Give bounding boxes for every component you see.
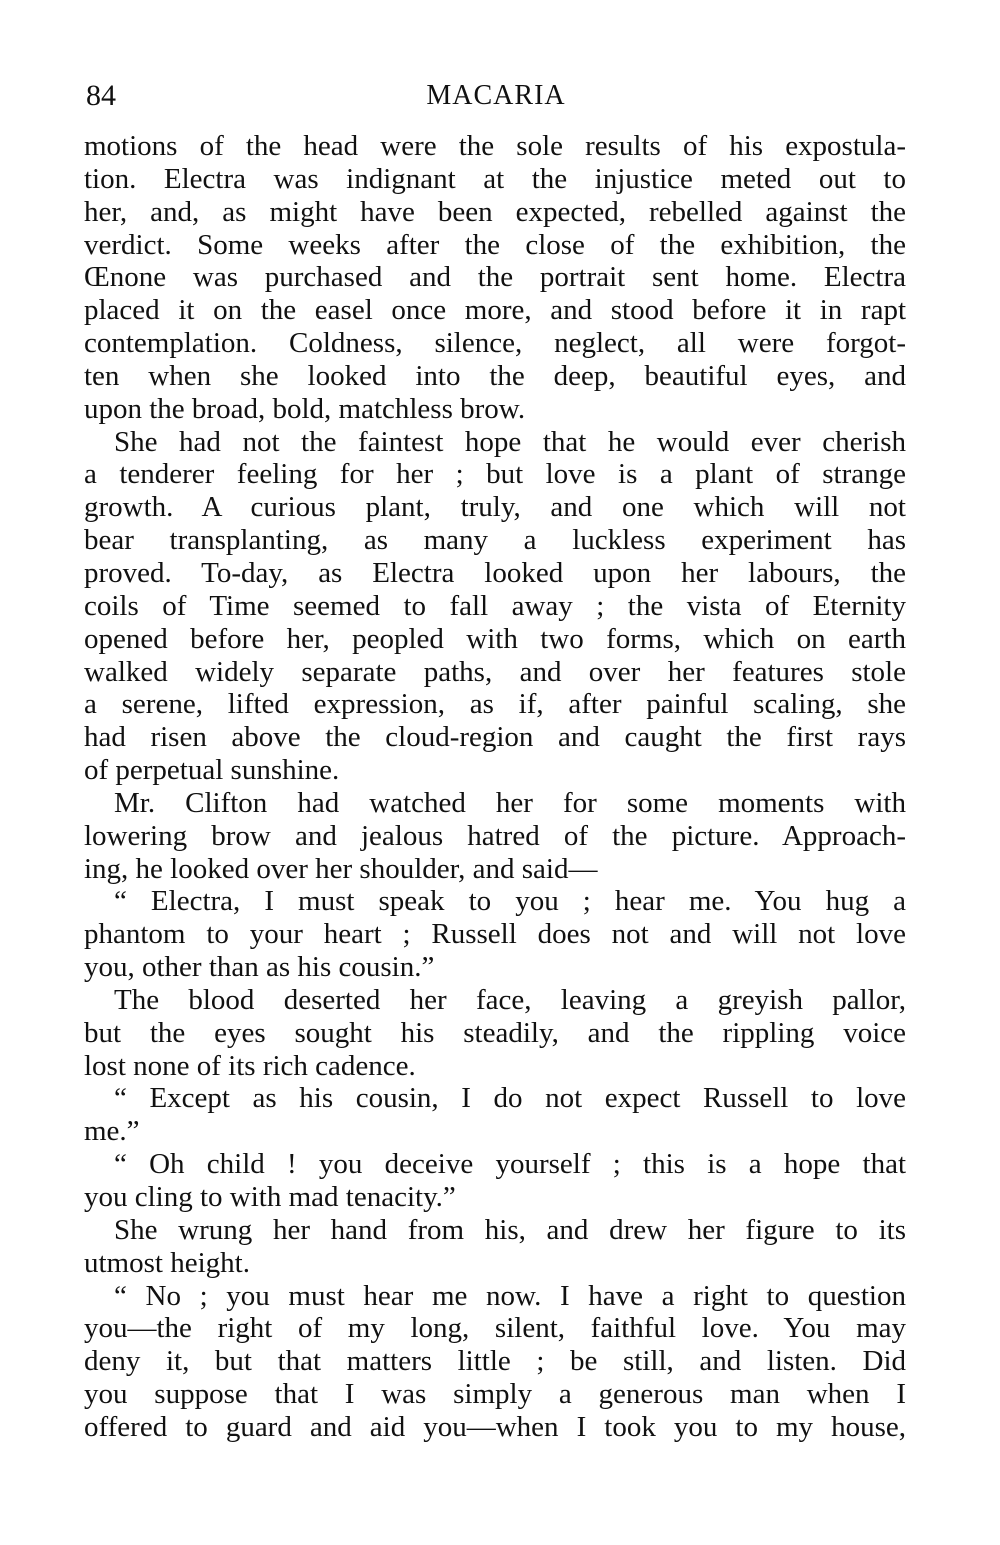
text-line: The blood deserted her face, leaving a greyish pallor, (114, 983, 906, 1016)
text-line: offered to guard and aid you—when I took you to my house, (84, 1410, 906, 1443)
page-number: 84 (86, 79, 116, 112)
text-line: placed it on the easel once more, and stood before it in rapt (84, 294, 906, 327)
text-line: but the eyes sought his steadily, and the rippling voice (84, 1016, 906, 1049)
text-line: verdict. Some weeks after the close of the exhibition, the (84, 228, 906, 261)
text-line: her, and, as might have been expected, rebelled against the (84, 195, 906, 228)
text-line: “ Except as his cousin, I do not expect Russell to love (114, 1082, 906, 1115)
body-text (84, 130, 906, 1444)
text-line: contemplation. Coldness, silence, neglect, all were forgot- (84, 327, 906, 360)
text-line: tion. Electra was indignant at the injustice meted out to (84, 162, 906, 195)
text-line: of perpetual sunshine. (84, 754, 340, 787)
text-line: motions of the head were the sole results of his expostula- (84, 130, 906, 162)
text-line: lost none of its rich cadence. (84, 1049, 416, 1082)
text-line: opened before her, peopled with two forms, which on earth (84, 622, 906, 655)
text-line: you cling to with mad tenacity.” (84, 1181, 456, 1213)
text-line: ten when she looked into the deep, beautiful eyes, and (84, 359, 906, 392)
text-line: upon the broad, bold, matchless brow. (84, 392, 526, 425)
text-line: utmost height. (84, 1246, 250, 1279)
text-line: bear transplanting, as many a luckless experiment has (84, 524, 906, 557)
text-line: “ Oh child ! you deceive yourself ; this is a hope that (114, 1148, 906, 1181)
page-header (86, 76, 906, 116)
text-line: growth. A curious plant, truly, and one which will not (84, 491, 906, 524)
text-line: lowering brow and jealous hatred of the picture. Approach- (84, 819, 906, 852)
text-line: a tenderer feeling for her ; but love is a plant of strange (84, 458, 906, 491)
text-line: proved. To-day, as Electra looked upon her labours, the (84, 556, 906, 589)
text-line: Mr. Clifton had watched her for some moments with (114, 786, 906, 819)
text-line: phantom to your heart ; Russell does not and will not love (84, 918, 906, 951)
text-line: “ Electra, I must speak to you ; hear me. You hug a (114, 885, 906, 918)
running-title: MACARIA (426, 80, 566, 111)
text-line: a serene, lifted expression, as if, after painful scaling, she (84, 688, 906, 721)
text-line: Œnone was purchased and the portrait sent home. Electra (84, 261, 906, 294)
text-line: She wrung her hand from his, and drew her figure to its (114, 1213, 906, 1246)
text-line: walked widely separate paths, and over her features stole (84, 655, 906, 688)
text-line: you, other than as his cousin.” (84, 951, 435, 984)
text-line: She had not the faintest hope that he would ever cherish (114, 425, 906, 458)
text-line: coils of Time seemed to fall away ; the vista of Eternity (84, 589, 906, 622)
text-line: had risen above the cloud-region and caught the first rays (84, 721, 906, 754)
text-line: me.” (84, 1115, 140, 1148)
text-line: you—the right of my long, silent, faithful love. You may (84, 1312, 906, 1345)
text-line: ing, he looked over her shoulder, and said— (84, 852, 598, 885)
text-line: deny it, but that matters little ; be still, and listen. Did (84, 1345, 906, 1378)
text-line: you suppose that I was simply a generous man when I (84, 1378, 906, 1411)
text-line: “ No ; you must hear me now. I have a right to question (114, 1279, 906, 1312)
